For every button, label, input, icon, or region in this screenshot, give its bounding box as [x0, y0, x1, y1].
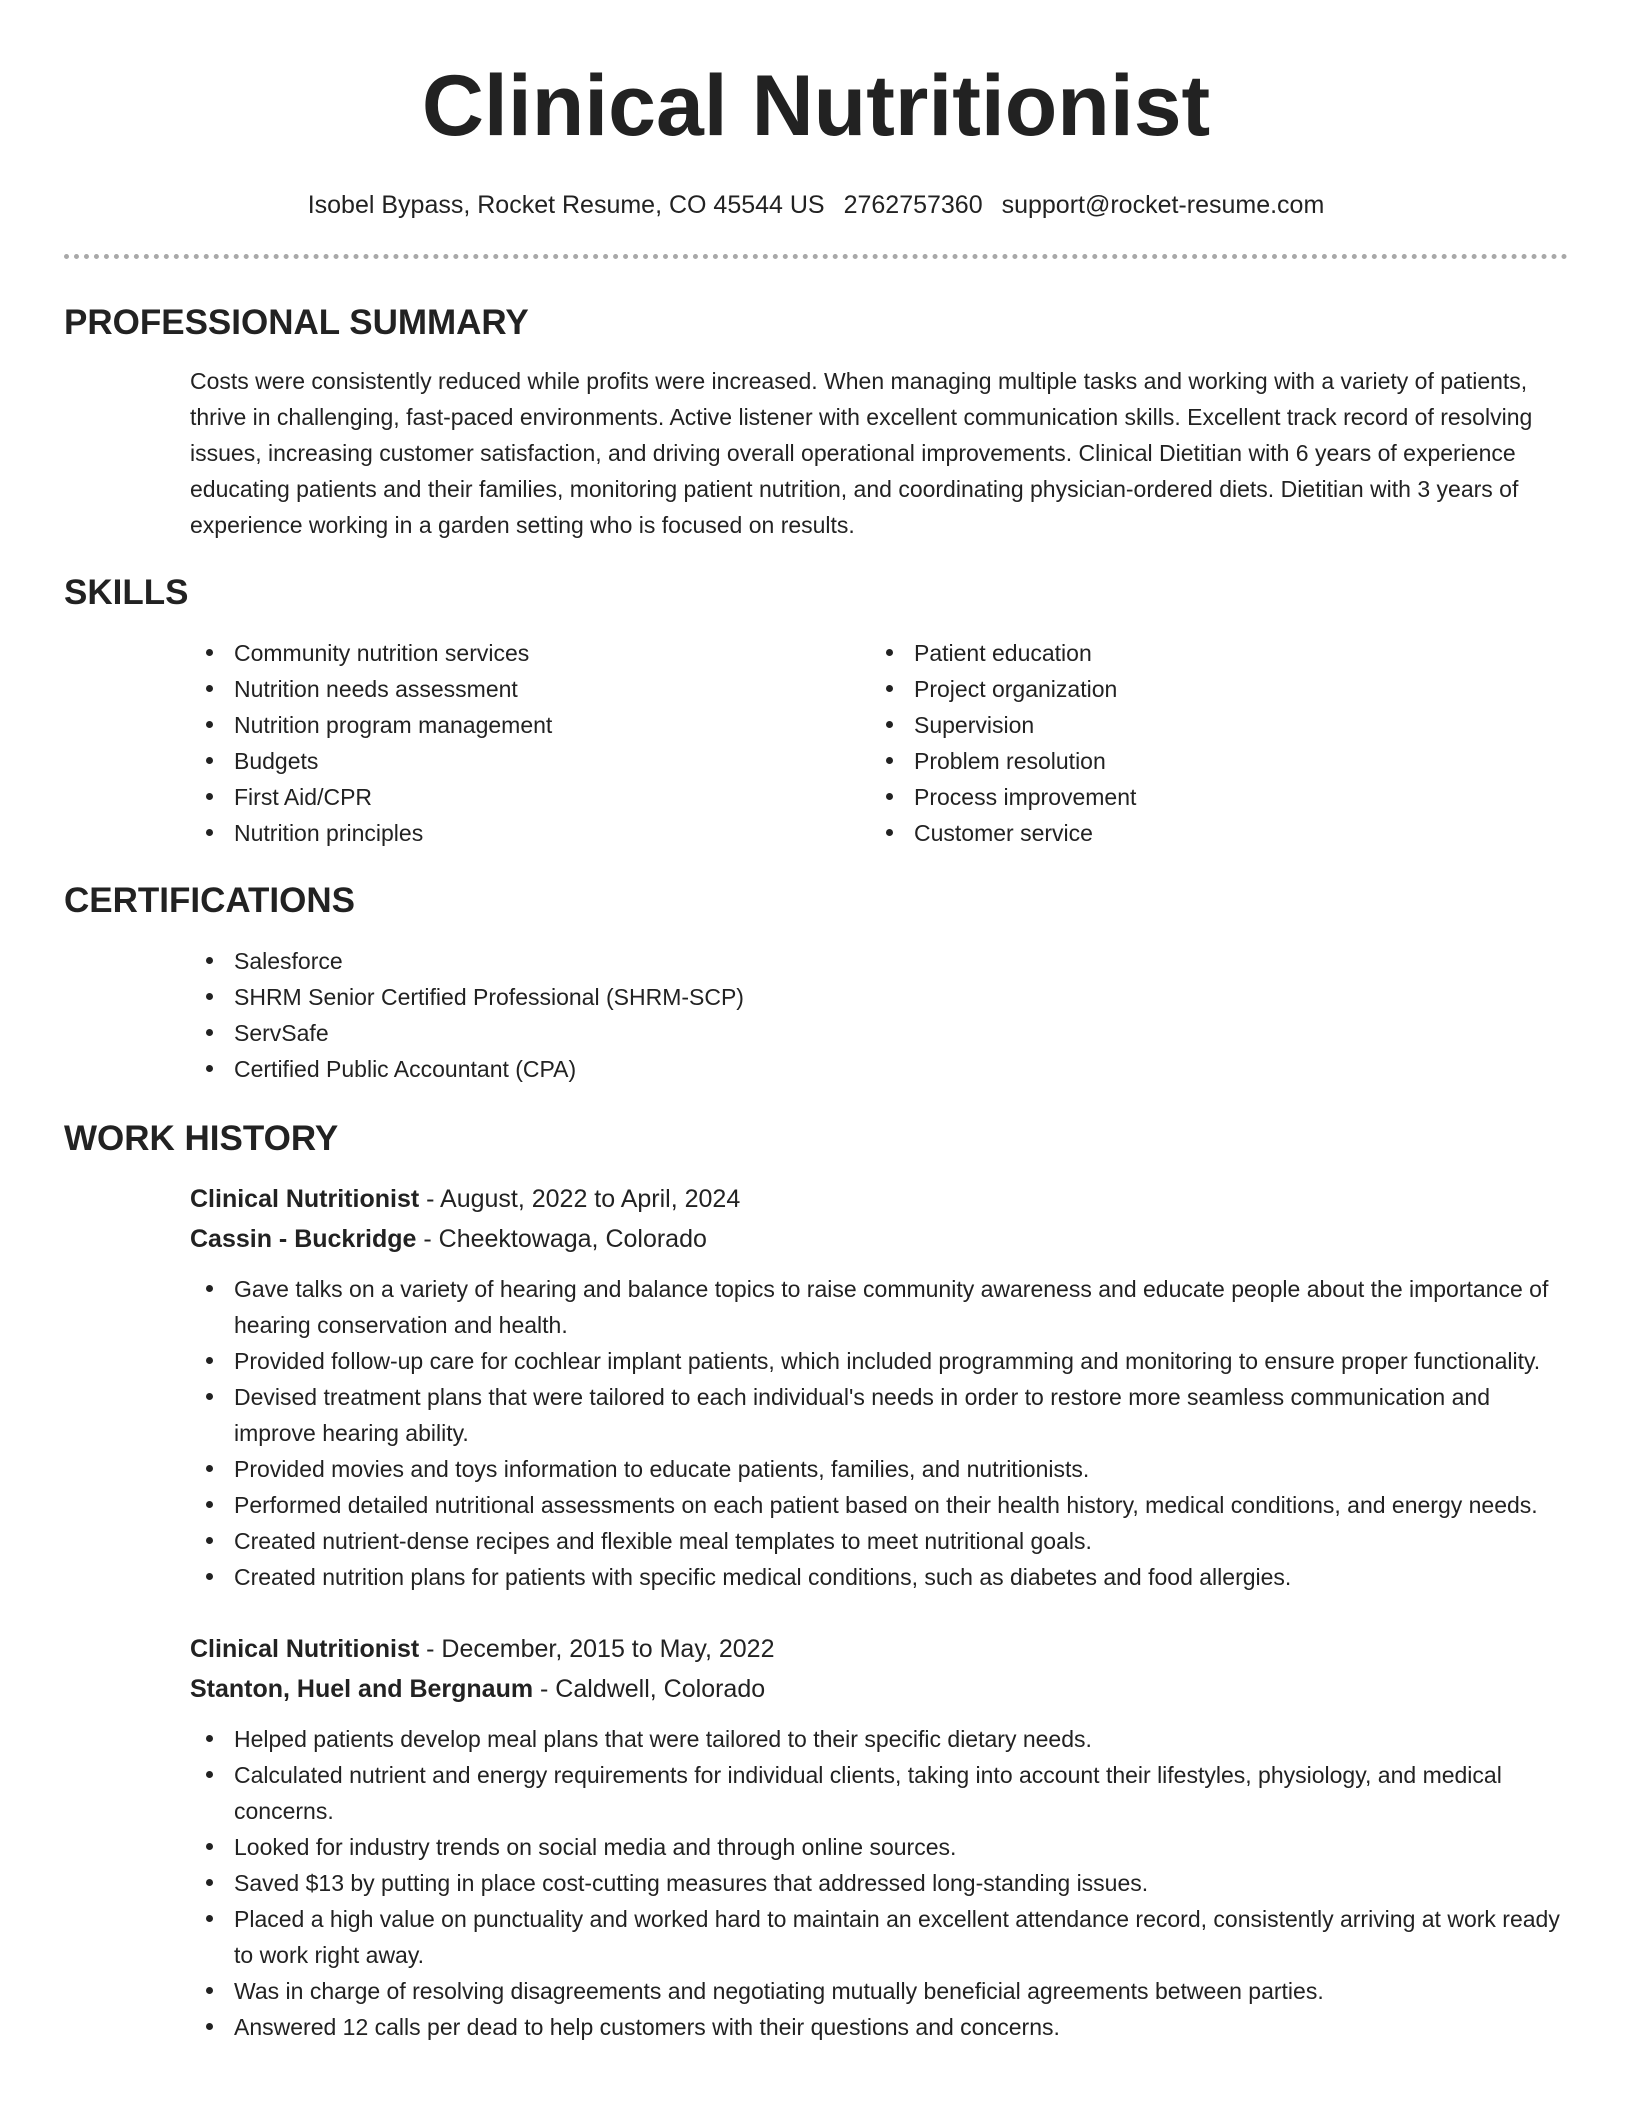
- job-company: Cassin - Buckridge: [190, 1225, 417, 1253]
- skill-item: Budgets: [190, 743, 870, 779]
- certification-item: Certified Public Accountant (CPA): [190, 1051, 1568, 1087]
- contact-line: [64, 189, 1568, 221]
- skill-item: Problem resolution: [870, 743, 1550, 779]
- skills-heading: SKILLS: [64, 573, 189, 612]
- job-bullet: Performed detailed nutritional assessments on each patient based on their health history, medical conditions, and energy needs.: [190, 1487, 1568, 1523]
- skill-item: Customer service: [870, 815, 1550, 851]
- certifications-list: [190, 943, 1568, 1087]
- skill-item: Project organization: [870, 671, 1550, 707]
- skills-left-column: [190, 635, 870, 851]
- summary-heading: PROFESSIONAL SUMMARY: [64, 303, 529, 342]
- certification-item: ServSafe: [190, 1015, 1568, 1051]
- job-bullet: Looked for industry trends on social media and through online sources.: [190, 1829, 1568, 1865]
- job-bullet: Was in charge of resolving disagreements and negotiating mutually beneficial agreements between parties.: [190, 1973, 1568, 2009]
- job-entry: [190, 1629, 1568, 2045]
- phone: 2762757360: [843, 191, 983, 219]
- job-bullet: Created nutrition plans for patients with specific medical conditions, such as diabetes and food allergies.: [190, 1559, 1568, 1595]
- job-dates: - August, 2022 to April, 2024: [419, 1185, 741, 1213]
- job-bullet: Helped patients develop meal plans that were tailored to their specific dietary needs.: [190, 1721, 1568, 1757]
- skill-item: Patient education: [870, 635, 1550, 671]
- certification-item: Salesforce: [190, 943, 1568, 979]
- job-company-line: [190, 1219, 1568, 1259]
- skill-item: Nutrition principles: [190, 815, 870, 851]
- certification-item: SHRM Senior Certified Professional (SHRM-SCP): [190, 979, 1568, 1015]
- email: support@rocket-resume.com: [1001, 191, 1325, 219]
- job-bullet: Provided movies and toys information to educate patients, families, and nutritionists.: [190, 1451, 1568, 1487]
- job-bullet: Devised treatment plans that were tailored to each individual's needs in order to restore more seamless communication and improve hearing ability.: [190, 1379, 1568, 1451]
- skills-list: [190, 635, 1568, 851]
- address: Isobel Bypass, Rocket Resume, CO 45544 US: [307, 191, 825, 219]
- job-bullet: Created nutrient-dense recipes and flexible meal templates to meet nutritional goals.: [190, 1523, 1568, 1559]
- job-company-line: [190, 1669, 1568, 1709]
- job-location: - Cheektowaga, Colorado: [416, 1225, 707, 1253]
- job-bullet: Calculated nutrient and energy requirements for individual clients, taking into account their lifestyles, physiology, and medical concerns.: [190, 1757, 1568, 1829]
- certifications-heading: CERTIFICATIONS: [64, 881, 356, 920]
- job-dates: - December, 2015 to May, 2022: [419, 1635, 775, 1663]
- job-bullet: Placed a high value on punctuality and worked hard to maintain an excellent attendance record, consistently arriving at work ready to work right away.: [190, 1901, 1568, 1973]
- skill-item: First Aid/CPR: [190, 779, 870, 815]
- skill-item: Community nutrition services: [190, 635, 870, 671]
- work-history-heading: WORK HISTORY: [64, 1119, 339, 1158]
- header-divider: [64, 254, 1568, 259]
- job-entry: [190, 1179, 1568, 1595]
- skill-item: Nutrition needs assessment: [190, 671, 870, 707]
- summary-text: Costs were consistently reduced while profits were increased. When managing multiple tasks and working with a variety of patients, thrive in challenging, fast-paced environments. Active listener with excellent communication skills. Excellent track record of resolving issues, increasing customer satisfaction, and driving overall operational improvements. Clinical Dietitian with 6 years of experience educating patients and their families, monitoring patient nutrition, and coordinating physician-ordered diets. Dietitian with 3 years of experience working in a garden setting who is focused on results.: [190, 368, 1533, 538]
- job-title-line: [190, 1629, 1568, 1669]
- job-title-line: [190, 1179, 1568, 1219]
- job-role: Clinical Nutritionist: [190, 1185, 420, 1213]
- skills-right-column: [870, 635, 1550, 851]
- job-bullets: [190, 1721, 1568, 2045]
- skill-item: Process improvement: [870, 779, 1550, 815]
- skill-item: Supervision: [870, 707, 1550, 743]
- resume-page: [64, 0, 1568, 2045]
- job-bullet: Gave talks on a variety of hearing and balance topics to raise community awareness and educate people about the importance of hearing conservation and health.: [190, 1271, 1568, 1343]
- resume-title: Clinical Nutritionist: [421, 58, 1211, 154]
- job-company: Stanton, Huel and Bergnaum: [190, 1675, 534, 1703]
- skill-item: Nutrition program management: [190, 707, 870, 743]
- job-location: - Caldwell, Colorado: [533, 1675, 766, 1703]
- job-bullet: Answered 12 calls per dead to help customers with their questions and concerns.: [190, 2009, 1568, 2045]
- job-bullets: [190, 1271, 1568, 1595]
- job-bullet: Saved $13 by putting in place cost-cutting measures that addressed long-standing issues.: [190, 1865, 1568, 1901]
- job-bullet: Provided follow-up care for cochlear implant patients, which included programming and monitoring to ensure proper functionality.: [190, 1343, 1568, 1379]
- job-role: Clinical Nutritionist: [190, 1635, 420, 1663]
